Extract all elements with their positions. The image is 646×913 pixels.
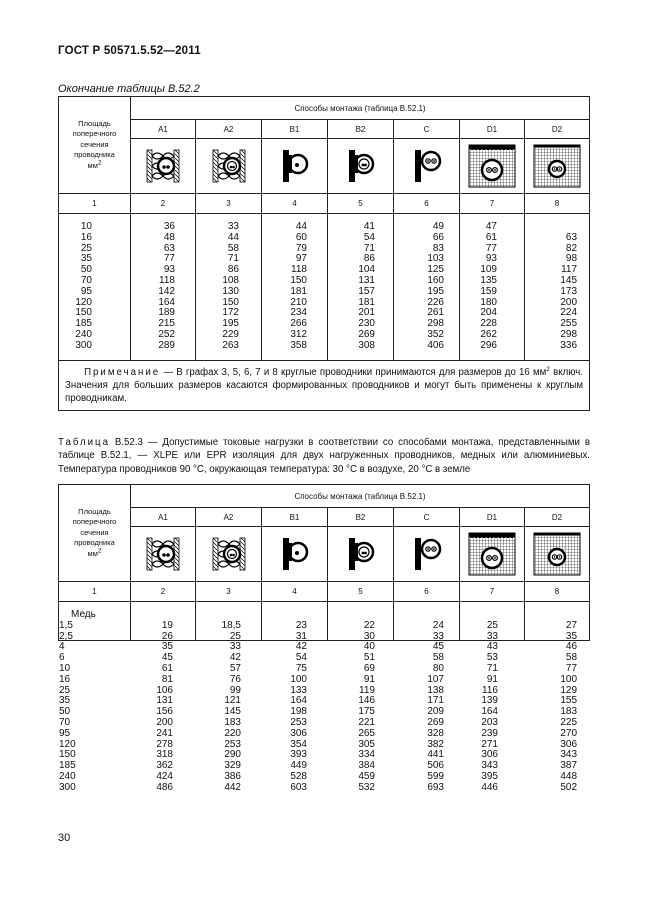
method-d2-header: D2 xyxy=(525,120,590,139)
cell-value: 181 xyxy=(290,285,307,297)
column-number: 5 xyxy=(328,582,394,602)
cell-value: 91 xyxy=(363,673,375,685)
cell-value: 230 xyxy=(358,318,375,330)
document-code: ГОСТ Р 50571.5.52—2011 xyxy=(58,45,201,57)
cell-value: 63 xyxy=(163,242,175,254)
cell-value: 150 xyxy=(59,749,76,761)
cell-value: 386 xyxy=(224,770,241,782)
cell-value: 693 xyxy=(427,781,444,793)
cell-value: 82 xyxy=(565,242,578,254)
cell-value: 181 xyxy=(358,296,375,308)
duct-in-ground-icon xyxy=(467,531,517,577)
column-number: 1 xyxy=(59,194,131,214)
cell-value: 31 xyxy=(295,630,307,642)
conduit-single-wall-icon xyxy=(271,534,319,574)
insulated-wall-multi-icon xyxy=(139,534,187,574)
cell-value: 97 xyxy=(295,253,307,265)
cell-value: 103 xyxy=(427,253,444,265)
clipped-cable-wall-icon xyxy=(403,146,451,186)
cell-value: 10 xyxy=(80,221,92,232)
cell-value: 79 xyxy=(295,242,307,254)
cell-value: 253 xyxy=(224,738,241,750)
cell-value: 229 xyxy=(222,328,239,340)
column-number: 3 xyxy=(196,194,262,214)
cell-value: 54 xyxy=(363,231,375,243)
cell-value: 33 xyxy=(432,630,444,642)
direct-buried-icon xyxy=(532,531,582,577)
values-d1 xyxy=(460,214,525,361)
cell-value: 200 xyxy=(560,296,578,308)
cell-value: 35 xyxy=(565,630,578,642)
cell-value: 47 xyxy=(485,221,497,232)
cell-value: 164 xyxy=(290,695,307,707)
cell-value: 63 xyxy=(565,231,578,243)
cell-value: 50 xyxy=(59,706,71,718)
cell-value: 25 xyxy=(486,619,498,631)
cell-value: 61 xyxy=(485,231,497,243)
cell-value: 157 xyxy=(358,285,375,297)
cell-value: 225 xyxy=(560,716,578,728)
method-a2-header: A2 xyxy=(196,120,262,139)
cell-value: 58 xyxy=(565,652,578,664)
cell-value: 201 xyxy=(358,307,375,319)
cell-value: 23 xyxy=(295,619,307,631)
values-b1 xyxy=(262,602,328,793)
cell-value: 306 xyxy=(290,727,307,739)
cell-value: 290 xyxy=(224,749,241,761)
cell-value: 75 xyxy=(295,662,307,674)
cell-value: 70 xyxy=(80,274,92,286)
values-d2 xyxy=(525,214,590,361)
cell-value: 160 xyxy=(427,274,444,286)
cell-value: 6 xyxy=(59,652,65,664)
cell-value: 18,5 xyxy=(221,619,241,631)
cell-value: 270 xyxy=(560,727,578,739)
area-header: Площадь поперечного сечения проводника $мм^2$ xyxy=(59,97,131,194)
cell-value: 131 xyxy=(358,274,375,286)
cell-value: 528 xyxy=(290,770,307,782)
cell-value: 49 xyxy=(432,221,444,232)
cell-value: 42 xyxy=(295,641,307,653)
method-a1-header: A1 xyxy=(131,120,196,139)
cell-value: 195 xyxy=(222,318,239,330)
cell-value: 118 xyxy=(159,274,175,286)
column-number: 5 xyxy=(328,194,394,214)
cell-value: 119 xyxy=(359,684,375,696)
cell-value: 448 xyxy=(560,770,578,782)
cell-value: 48 xyxy=(163,231,175,243)
cell-value: 306 xyxy=(560,738,578,750)
cell-value: 406 xyxy=(427,339,444,351)
cell-value: 306 xyxy=(481,749,498,761)
cell-value: 442 xyxy=(224,781,241,793)
method-d1-header: D1 xyxy=(460,120,525,139)
values-b2 xyxy=(328,602,394,793)
methods-header: Способы монтажа (таблица В.52.1) xyxy=(131,485,590,508)
column-number: 6 xyxy=(394,582,460,602)
cell-value: 532 xyxy=(358,781,375,793)
cell-value: 33 xyxy=(486,630,498,642)
cell-value: 240 xyxy=(59,770,76,782)
cell-value: 71 xyxy=(486,662,498,674)
cell-value: 300 xyxy=(75,339,92,351)
cell-value: 125 xyxy=(427,264,444,276)
cell-value: 261 xyxy=(427,307,444,319)
cell-value: 210 xyxy=(290,296,307,308)
method-b1-header: B1 xyxy=(262,120,328,139)
cell-value: 253 xyxy=(290,716,307,728)
cell-value: 86 xyxy=(363,253,375,265)
cell-value: 2,5 xyxy=(59,630,73,642)
cell-value: 44 xyxy=(227,231,239,243)
cell-value: 24 xyxy=(432,619,444,631)
cell-value: 146 xyxy=(358,695,375,707)
cell-value: 308 xyxy=(358,339,375,351)
cell-value: 239 xyxy=(481,727,498,739)
cell-value: 22 xyxy=(363,619,375,631)
cell-value: 129 xyxy=(560,684,578,696)
cell-value: 228 xyxy=(480,318,497,330)
cell-value: 354 xyxy=(290,738,307,750)
cell-value: 40 xyxy=(363,641,375,653)
cell-value: 393 xyxy=(290,749,307,761)
cell-value: 318 xyxy=(156,749,173,761)
cell-value: 271 xyxy=(481,738,498,750)
cell-value: 98 xyxy=(565,253,578,265)
cell-value: 100 xyxy=(290,673,307,685)
cell-value: 183 xyxy=(560,706,578,718)
cell-value: 263 xyxy=(222,339,239,351)
cell-value: 25 xyxy=(80,242,92,254)
cell-value: 42 xyxy=(229,652,241,664)
cell-value: 252 xyxy=(158,328,175,340)
cell-value: 262 xyxy=(480,328,497,340)
insulated-wall-multi-icon xyxy=(139,146,187,186)
method-d1-header: D1 xyxy=(460,508,525,527)
cell-value: 172 xyxy=(222,307,239,319)
cell-value: 424 xyxy=(156,770,173,782)
cell-value: 45 xyxy=(161,652,173,664)
cell-value: 224 xyxy=(560,307,578,319)
cell-value: 180 xyxy=(480,296,497,308)
cell-value: 156 xyxy=(156,706,173,718)
cell-value: 100 xyxy=(560,673,578,685)
cell-value: 164 xyxy=(481,706,498,718)
conduit-single-wall-icon xyxy=(271,146,319,186)
cell-value: 1,5 xyxy=(59,619,73,631)
cell-value: 603 xyxy=(290,781,307,793)
cell-value: 329 xyxy=(224,760,241,772)
area-header: Площадь поперечного сечения проводника $мм^2$ xyxy=(59,485,131,582)
cell-value: 387 xyxy=(560,760,578,772)
cell-value: 298 xyxy=(427,318,444,330)
column-number: 1 xyxy=(59,582,131,602)
cell-value: 599 xyxy=(427,770,444,782)
cell-value: 26 xyxy=(161,630,173,642)
table-b52-3-title: Таблица В.52.3 — Допустимые токовые нагрузки в соответствии со способами монтажа, представленными в таблице В.52.1, — XLPE или EPR изоляция для двух нагруженных проводников, медных или алюминиевых. Температура проводников 90 °С, окружающая температура: 30 °С в воздухе, 20 °С в земле xyxy=(58,437,590,475)
cell-value: 16 xyxy=(80,231,92,243)
ampacity-table-b52-2-end xyxy=(58,96,590,411)
cell-value: 77 xyxy=(163,253,175,265)
cell-value: 328 xyxy=(427,727,444,739)
cell-value: 142 xyxy=(158,285,175,297)
cell-value: 200 xyxy=(156,716,173,728)
cell-value: 99 xyxy=(229,684,241,696)
cell-value: 53 xyxy=(486,652,498,664)
cell-value: 60 xyxy=(295,231,307,243)
cell-value: 36 xyxy=(163,221,175,232)
methods-header: Способы монтажа (таблица В.52.1) xyxy=(131,97,590,120)
cell-value: 104 xyxy=(358,264,375,276)
method-d2-header: D2 xyxy=(525,508,590,527)
cell-value: 150 xyxy=(75,307,92,319)
cell-value: 506 xyxy=(427,760,444,772)
area-values xyxy=(59,602,131,793)
column-number: 8 xyxy=(525,194,590,214)
cell-value: 35 xyxy=(80,253,92,265)
cell-value: 106 xyxy=(156,684,173,696)
cell-value: 138 xyxy=(427,684,444,696)
cell-value: 54 xyxy=(295,652,307,664)
values-b1 xyxy=(262,214,328,361)
cell-value: 116 xyxy=(482,684,498,696)
insulated-wall-cable-icon xyxy=(205,146,253,186)
cell-value: 159 xyxy=(480,285,497,297)
cell-value: 107 xyxy=(427,673,444,685)
column-number: 2 xyxy=(131,194,196,214)
cell-value: 441 xyxy=(427,749,444,761)
cell-value: 30 xyxy=(363,630,375,642)
cell-value: 69 xyxy=(363,662,375,674)
values-a1 xyxy=(131,214,196,361)
column-number: 7 xyxy=(460,582,525,602)
cell-value: 77 xyxy=(565,662,578,674)
cell-value: 459 xyxy=(358,770,375,782)
cell-value: 33 xyxy=(229,641,241,653)
cell-value: 117 xyxy=(561,264,578,276)
cell-value: 362 xyxy=(156,760,173,772)
cell-value: 343 xyxy=(481,760,498,772)
insulated-wall-cable-icon xyxy=(205,534,253,574)
method-b1-header: B1 xyxy=(262,508,328,527)
cell-value: 220 xyxy=(224,727,241,739)
cell-value: 300 xyxy=(59,781,76,793)
cell-value: 93 xyxy=(163,264,175,276)
cell-value: 255 xyxy=(560,318,578,330)
cell-value: 77 xyxy=(485,242,497,254)
method-b2-header: B2 xyxy=(328,508,394,527)
cell-value: 139 xyxy=(481,695,498,707)
cell-value: 71 xyxy=(363,242,375,254)
cell-value: 61 xyxy=(161,662,173,674)
cell-value: 486 xyxy=(156,781,173,793)
cell-value: 209 xyxy=(427,706,444,718)
cell-value: 358 xyxy=(290,339,307,351)
cell-value: 296 xyxy=(480,339,497,351)
cell-value: 118 xyxy=(291,264,307,276)
values-c xyxy=(394,602,460,793)
table-label: Таблица xyxy=(58,437,110,448)
cell-value: 71 xyxy=(227,253,239,265)
table-caption: Окончание таблицы В.52.2 xyxy=(58,83,200,95)
method-b2-header: B2 xyxy=(328,120,394,139)
cell-value: 131 xyxy=(156,695,173,707)
cell-value: 19 xyxy=(161,619,173,631)
cell-value: 215 xyxy=(158,318,175,330)
cell-value: 150 xyxy=(290,274,307,286)
column-number: 2 xyxy=(131,582,196,602)
cell-value: 93 xyxy=(485,253,497,265)
cell-value: 35 xyxy=(59,695,71,707)
values-d2 xyxy=(525,602,590,793)
column-number: 4 xyxy=(262,582,328,602)
column-number: 6 xyxy=(394,194,460,214)
cell-value: 289 xyxy=(158,339,175,351)
cell-value: 10 xyxy=(59,662,71,674)
clipped-cable-wall-icon xyxy=(403,534,451,574)
column-number: 8 xyxy=(525,582,590,602)
cell-value: 133 xyxy=(290,684,307,696)
cell-value: 336 xyxy=(560,339,578,351)
cell-value: 46 xyxy=(565,641,578,653)
cell-value: 43 xyxy=(486,641,498,653)
cell-value: 83 xyxy=(432,242,444,254)
cell-value: 203 xyxy=(481,716,498,728)
cell-value: 382 xyxy=(427,738,444,750)
cell-value: 164 xyxy=(158,296,175,308)
direct-buried-icon xyxy=(532,143,582,189)
cell-value: 352 xyxy=(427,328,444,340)
cell-value: 204 xyxy=(480,307,497,319)
cell-value: 51 xyxy=(363,652,375,664)
cell-value: 446 xyxy=(481,781,498,793)
conduit-cable-wall-icon xyxy=(337,146,385,186)
method-c-header: C xyxy=(394,508,460,527)
duct-in-ground-icon xyxy=(467,143,517,189)
cell-value: 76 xyxy=(229,673,241,685)
cell-value: 269 xyxy=(427,716,444,728)
cell-value: 44 xyxy=(295,221,307,232)
cell-value: 120 xyxy=(75,296,92,308)
cell-value: 312 xyxy=(290,328,307,340)
cell-value: 183 xyxy=(224,716,241,728)
cell-value: 150 xyxy=(222,296,239,308)
cell-value: 57 xyxy=(229,662,241,674)
cell-value: 384 xyxy=(358,760,375,772)
table-note: Примечание — В графах 3, 5, 6, 7 и 8 круглые проводники принимаются для размеров до 16 $мм^2$ включ. Значения для больших размеров касаются формированных проводников и могут быть применены к круглым проводникам. xyxy=(59,360,590,411)
cell-value: 198 xyxy=(290,706,307,718)
values-b2 xyxy=(328,214,394,361)
column-number: 4 xyxy=(262,194,328,214)
cell-value: 41 xyxy=(363,221,375,232)
cell-value: 221 xyxy=(358,716,375,728)
cell-value: 108 xyxy=(222,274,239,286)
cell-value: 121 xyxy=(224,695,241,707)
cell-value: 155 xyxy=(560,695,578,707)
cell-value: 298 xyxy=(560,328,578,340)
cell-value: 109 xyxy=(480,264,497,276)
column-number: 7 xyxy=(460,194,525,214)
cell-value: 135 xyxy=(480,274,497,286)
cell-value: 234 xyxy=(290,307,307,319)
cell-value: 266 xyxy=(290,318,307,330)
conduit-cable-wall-icon xyxy=(337,534,385,574)
cell-value: 16 xyxy=(59,673,71,685)
cell-value: 226 xyxy=(427,296,444,308)
page-number: 30 xyxy=(58,832,71,844)
cell-value: 265 xyxy=(358,727,375,739)
cell-value: 58 xyxy=(432,652,444,664)
values-a1 xyxy=(131,602,196,793)
cell-value: 130 xyxy=(222,285,239,297)
cell-value: 189 xyxy=(158,307,175,319)
cell-value: 86 xyxy=(227,264,239,276)
cell-value: 278 xyxy=(156,738,173,750)
cell-value: 145 xyxy=(560,274,578,286)
cell-value: 195 xyxy=(427,285,444,297)
method-a2-header: A2 xyxy=(196,508,262,527)
cell-value: 81 xyxy=(161,673,173,685)
cell-value: 175 xyxy=(358,706,375,718)
cell-value: 25 xyxy=(59,684,71,696)
cell-value: 95 xyxy=(59,727,71,739)
cell-value: 27 xyxy=(565,619,578,631)
method-a1-header: A1 xyxy=(131,508,196,527)
note-label: Примечание xyxy=(84,366,161,378)
cell-value: 91 xyxy=(486,673,498,685)
cell-value: 35 xyxy=(161,641,173,653)
cell-value: 334 xyxy=(358,749,375,761)
values-c xyxy=(394,214,460,361)
cell-value: 269 xyxy=(358,328,375,340)
ampacity-table-b52-3 xyxy=(58,484,590,793)
values-a2 xyxy=(196,214,262,361)
values-a2 xyxy=(196,602,262,793)
cell-value: 70 xyxy=(59,716,71,728)
cell-value: 50 xyxy=(80,264,92,276)
cell-value: 120 xyxy=(59,738,76,750)
area-values xyxy=(59,214,131,361)
cell-value: 145 xyxy=(224,706,241,718)
cell-value: 173 xyxy=(560,285,578,297)
cell-value: 33 xyxy=(227,221,239,232)
column-number: 3 xyxy=(196,582,262,602)
cell-value: 171 xyxy=(427,695,444,707)
cell-value: 185 xyxy=(75,318,92,330)
cell-value: 502 xyxy=(560,781,578,793)
cell-value: 80 xyxy=(432,662,444,674)
cell-value: 58 xyxy=(227,242,239,254)
material-label: Медь xyxy=(71,609,96,620)
cell-value: 185 xyxy=(59,760,76,772)
cell-value: 95 xyxy=(80,285,92,297)
cell-value: 66 xyxy=(432,231,444,243)
cell-value: 305 xyxy=(358,738,375,750)
method-c-header: C xyxy=(394,120,460,139)
cell-value: 45 xyxy=(432,641,444,653)
cell-value: 395 xyxy=(481,770,498,782)
cell-value: 4 xyxy=(59,641,65,653)
values-d1 xyxy=(460,602,525,793)
cell-value: 343 xyxy=(560,749,578,761)
cell-value: 240 xyxy=(75,328,92,340)
cell-value: 241 xyxy=(156,727,173,739)
cell-value: 25 xyxy=(229,630,241,642)
cell-value: 449 xyxy=(290,760,307,772)
